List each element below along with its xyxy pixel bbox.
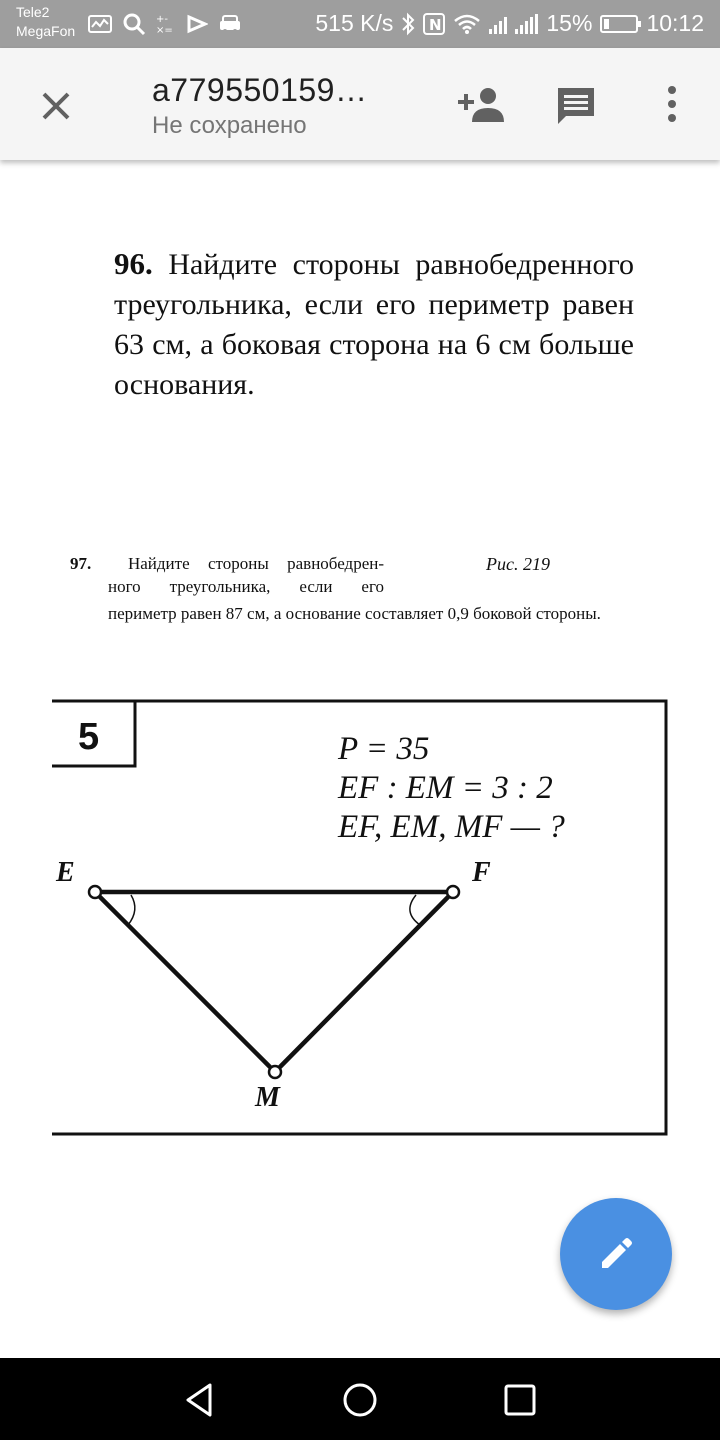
- document-content[interactable]: [0, 160, 720, 1358]
- vertex-label-f: F: [472, 857, 491, 888]
- edit-fab-button[interactable]: [560, 1198, 672, 1310]
- problem-97-rest: периметр равен 87 см, а основание составляет 0,9 боковой стороны.: [108, 604, 601, 623]
- comment-icon: [554, 84, 598, 128]
- navigation-bar: [0, 1358, 720, 1440]
- back-button[interactable]: [180, 1380, 220, 1420]
- search-icon: [122, 12, 146, 36]
- battery-fill: [604, 19, 609, 29]
- signal-icon-1: [489, 14, 507, 34]
- calculator-icon: [156, 13, 176, 35]
- recents-button[interactable]: [500, 1380, 540, 1420]
- task-formula: [338, 730, 565, 847]
- download-check-icon: [186, 13, 208, 35]
- close-button[interactable]: [36, 86, 76, 126]
- share-button[interactable]: [456, 86, 504, 122]
- battery-percent: 15%: [546, 10, 593, 36]
- save-status: Не сохранено: [152, 112, 307, 139]
- problem-96-number: 96.: [114, 246, 153, 281]
- pencil-icon: [596, 1234, 636, 1274]
- bluetooth-icon: [401, 12, 415, 36]
- more-vert-icon: [660, 84, 684, 124]
- carrier-2: MegaFon: [16, 23, 76, 39]
- document-title: a779550159…: [152, 72, 368, 108]
- nfc-icon: [423, 13, 445, 35]
- battery-icon: [600, 15, 638, 33]
- formula-line-2: EF : EM = 3 : 2: [338, 770, 553, 806]
- status-right: [315, 10, 704, 37]
- close-icon: [36, 86, 76, 126]
- task-number: 5: [78, 716, 100, 758]
- angle-e-arc: [128, 895, 135, 925]
- task-box-figure: [0, 160, 720, 1160]
- status-bar: [0, 0, 720, 48]
- wifi-icon: [453, 13, 481, 35]
- vertex-label-e: E: [56, 857, 75, 888]
- side-em: [95, 892, 275, 1072]
- home-button[interactable]: [340, 1380, 380, 1420]
- side-fm: [275, 892, 453, 1072]
- formula-line-1: P = 35: [338, 731, 430, 767]
- carrier-names: [16, 3, 75, 41]
- clock: 10:12: [646, 10, 704, 36]
- svg-text:N: N: [429, 15, 442, 34]
- back-triangle-icon: [180, 1380, 220, 1420]
- problem-97-number: 97.: [70, 554, 92, 573]
- car-icon: [218, 13, 242, 35]
- angle-f-arc: [410, 895, 420, 925]
- activity-icon: [88, 14, 112, 34]
- recents-square-icon: [500, 1380, 540, 1420]
- svg-text:+-: +-: [156, 14, 168, 25]
- home-circle-icon: [340, 1380, 380, 1420]
- network-speed: 515 K/s: [315, 10, 394, 36]
- comments-button[interactable]: [554, 84, 598, 128]
- problem-97-line-1-text: Найдите стороны равнобедрен-: [127, 554, 384, 573]
- signal-icon-2: [515, 14, 538, 34]
- carrier-1: Tele2: [16, 4, 50, 20]
- vertex-f-point: [447, 886, 459, 898]
- vertex-m-point: [269, 1066, 281, 1078]
- formula-line-3: EF, EM, MF — ?: [338, 809, 565, 845]
- problem-97-line-2: ного треугольника, если его: [108, 577, 384, 596]
- more-options-button[interactable]: [660, 84, 684, 124]
- problem-96-text: Найдите стороны равнобедренного треугольника, если его периметр равен 63 см, а боковая сторона на 6 см больше основания.: [114, 248, 635, 401]
- svg-text:×=: ×=: [156, 25, 173, 35]
- vertex-label-m: M: [255, 1082, 280, 1113]
- figure-caption: Рис. 219: [486, 554, 550, 574]
- add-person-icon: [456, 86, 504, 122]
- notification-icons: [88, 12, 242, 36]
- vertex-e-point: [89, 886, 101, 898]
- app-bar: [0, 48, 720, 160]
